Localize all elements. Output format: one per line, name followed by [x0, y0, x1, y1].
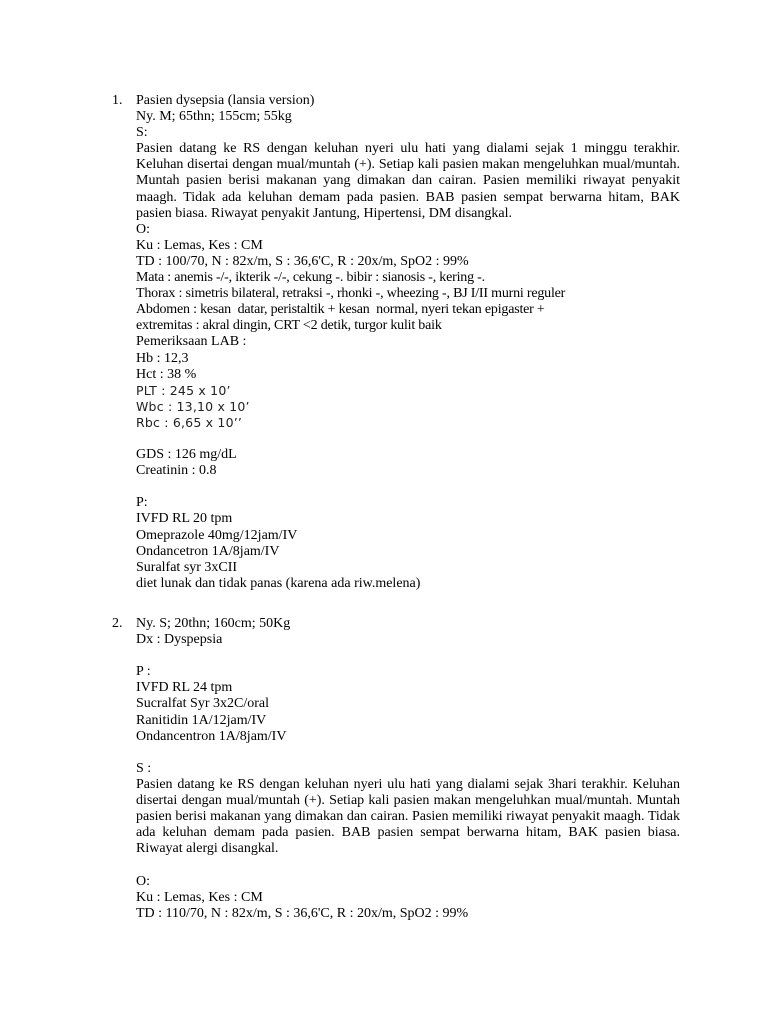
case-2-p-line: Sucralfat Syr 3x2C/oral	[136, 696, 269, 712]
case-2-body	[136, 616, 680, 922]
case-1-lab-label: Pemeriksaan LAB :	[136, 334, 247, 350]
spacer	[136, 857, 680, 873]
case-2-p-label: P :	[136, 664, 151, 680]
spacer	[136, 431, 680, 447]
spacer	[136, 479, 680, 495]
case-1-o-line: Thorax : simetris bilateral, retraksi -, rhonki -, wheezing -, BJ I/II murni reguler	[136, 286, 566, 302]
case-2-p-line: Ranitidin 1A/12jam/IV	[136, 712, 267, 728]
case-1-o-line: Ku : Lemas, Kes : CM	[136, 237, 263, 253]
case-1-p-line: IVFD RL 20 tpm	[136, 511, 233, 527]
case-1-lab-line: Hb : 12,3	[136, 350, 189, 366]
case-1-o-line: TD : 100/70, N : 82x/m, S : 36,6'C, R : 20x/m, SpO2 : 99%	[136, 253, 469, 269]
case-2-s-label: S :	[136, 760, 152, 776]
case-2-subjective-text: Pasien datang ke RS dengan keluhan nyeri ulu hati yang dialami sejak 3hari terakhir. Keluhan disertai dengan mual/muntah (+). Setiap kali pasien makan mengeluhkan mual/muntah. Muntah pasien berisi makanan yang dimakan dan cairan. Pasien memiliki riwayat penyakit maagh. Tidak ada keluhan demam pada pasien. BAB pasien sempat berwarna hitam, BAK pasien biasa. Riwayat alergi disangkal.	[136, 776, 680, 857]
case-1-s-label: S:	[136, 125, 148, 141]
case-1-p-label: P:	[136, 495, 148, 511]
case-1-body	[136, 93, 680, 592]
case-1-lab-faint-line: Rbc : 6,65 x 10’’	[136, 414, 243, 430]
case-2-p-line: Ondancentron 1A/8jam/IV	[136, 728, 287, 744]
case-2-identity: Ny. S; 20thn; 160cm; 50Kg	[136, 616, 291, 631]
case-1-subjective-text: Pasien datang ke RS dengan keluhan nyeri ulu hati yang dialami sejak 1 minggu terakhir. Keluhan disertai dengan mual/muntah (+). Setiap kali pasien makan mengeluhkan mual/muntah. Muntah pasien berisi makanan yang dimakan dan cairan. Pasien memiliki riwayat penyakit maagh. Tidak ada keluhan demam pada pasien. BAB pasien sempat berwarna hitam, BAK pasien biasa. Riwayat penyakit Jantung, Hipertensi, DM disangkal.	[136, 141, 680, 221]
case-1-p-line: Ondancetron 1A/8jam/IV	[136, 543, 280, 559]
spacer	[136, 648, 680, 664]
case-1-extra-lab-line: Creatinin : 0.8	[136, 463, 217, 479]
case-1-lab-faint-line: Wbc : 13,10 x 10’	[136, 398, 250, 414]
case-1-lab-line: Hct : 38 %	[136, 366, 197, 382]
case-1-p-line: Suralfat syr 3xCII	[136, 559, 238, 575]
case-1-o-label: O:	[136, 221, 150, 237]
case-1-lab-faint-line: PLT : 245 x 10’	[136, 382, 231, 398]
case-1-o-line: extremitas : akral dingin, CRT <2 detik, turgor kulit baik	[136, 318, 442, 334]
case-2-p-line: IVFD RL 24 tpm	[136, 680, 233, 696]
spacer	[136, 745, 680, 761]
case-1-extra-lab-line: GDS : 126 mg/dL	[136, 447, 237, 463]
case-1-number: 1.	[112, 93, 123, 108]
case-2-o-line: Ku : Lemas, Kes : CM	[136, 889, 263, 905]
case-1-p-line: diet lunak dan tidak panas (karena ada riw.melena)	[136, 575, 421, 591]
case-1-o-line: Mata : anemis -/-, ikterik -/-, cekung -. bibir : sianosis -, kering -.	[136, 270, 485, 286]
case-1-title: Pasien dysepsia (lansia version)	[136, 93, 315, 108]
case-1-identity: Ny. M; 65thn; 155cm; 55kg	[136, 109, 292, 125]
case-2-o-line: TD : 110/70, N : 82x/m, S : 36,6'C, R : 20x/m, SpO2 : 99%	[136, 905, 469, 921]
case-2-number: 2.	[112, 616, 123, 631]
case-2-diagnosis: Dx : Dyspepsia	[136, 632, 223, 648]
case-1-p-line: Omeprazole 40mg/12jam/IV	[136, 527, 298, 543]
case-2-o-label: O:	[136, 873, 150, 889]
case-1-o-line: Abdomen : kesan datar, peristaltik + kesan normal, nyeri tekan epigaster +	[136, 302, 545, 318]
